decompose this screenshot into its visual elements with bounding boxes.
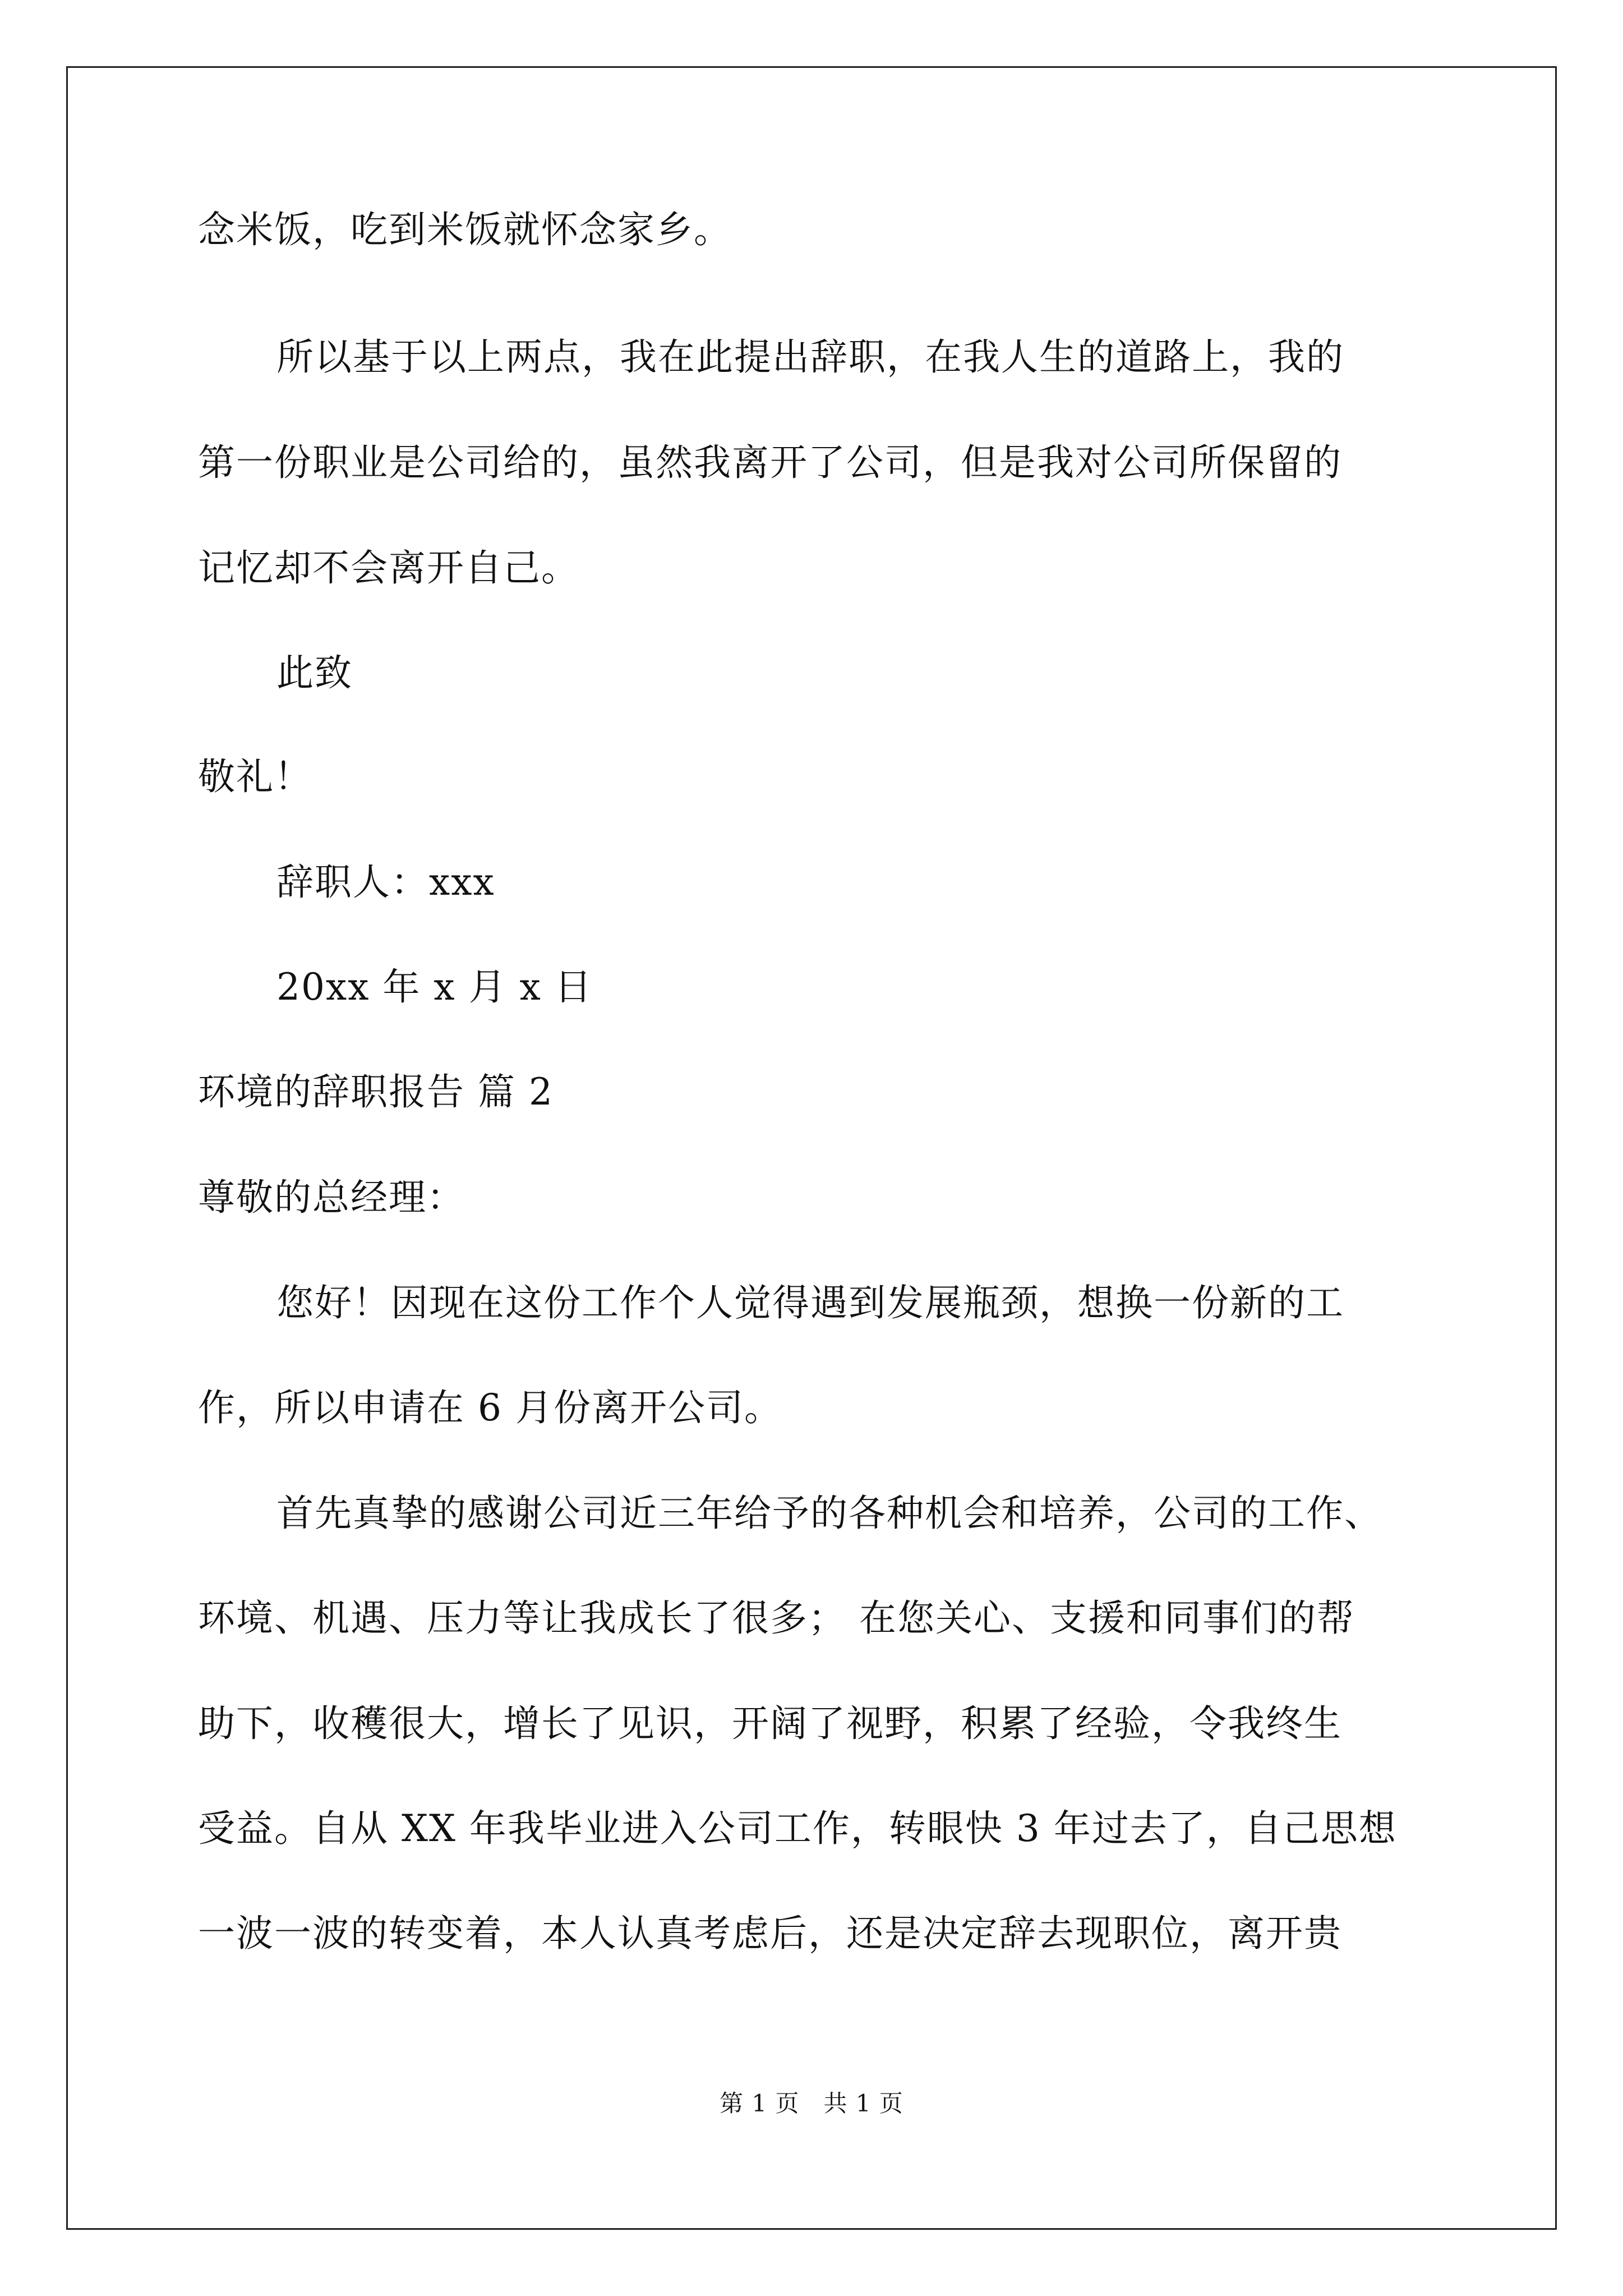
salutation-closing: 敬礼！ — [198, 755, 312, 798]
text-line: 第一份职业是公司给的，虽然我离开了公司，但是我对公司所保留的 — [198, 441, 1342, 484]
signer-line: 辞职人：xxx — [276, 861, 495, 904]
text-line: 您好！因现在这份工作个人觉得遇到发展瓶颈，想换一份新的工 — [276, 1281, 1344, 1324]
text-line: 助下，收穫很大，增长了见识，开阔了视野，积累了经验，令我终生 — [198, 1702, 1342, 1745]
text-line: 所以基于以上两点，我在此提出辞职，在我人生的道路上，我的 — [276, 335, 1344, 379]
text-line: 一波一波的转变着，本人认真考虑后，还是决定辞去现职位，离开贵 — [198, 1912, 1342, 1955]
page-border — [66, 66, 1557, 2230]
date-line: 20xx 年 x 月 x 日 — [276, 965, 593, 1009]
section-title: 环境的辞职报告 篇 2 — [198, 1070, 554, 1114]
text-line: 念米饭，吃到米饭就怀念家乡。 — [198, 208, 732, 251]
closing-phrase: 此致 — [276, 651, 353, 694]
text-line: 首先真挚的感谢公司近三年给予的各种机会和培养，公司的工作、 — [276, 1492, 1382, 1535]
text-line: 记忆却不会离开自己。 — [198, 546, 579, 590]
text-line: 环境、机遇、压力等让我成长了很多； 在您关心、支援和同事们的帮 — [198, 1596, 1355, 1640]
addressee: 尊敬的总经理： — [198, 1176, 465, 1219]
text-line: 作，所以申请在 6 月份离开公司。 — [198, 1386, 782, 1429]
text-line: 受益。自从 XX 年我毕业进入公司工作，转眼快 3 年过去了，自己思想 — [198, 1807, 1397, 1850]
page-footer: 第 1 页 共 1 页 — [720, 2090, 903, 2117]
